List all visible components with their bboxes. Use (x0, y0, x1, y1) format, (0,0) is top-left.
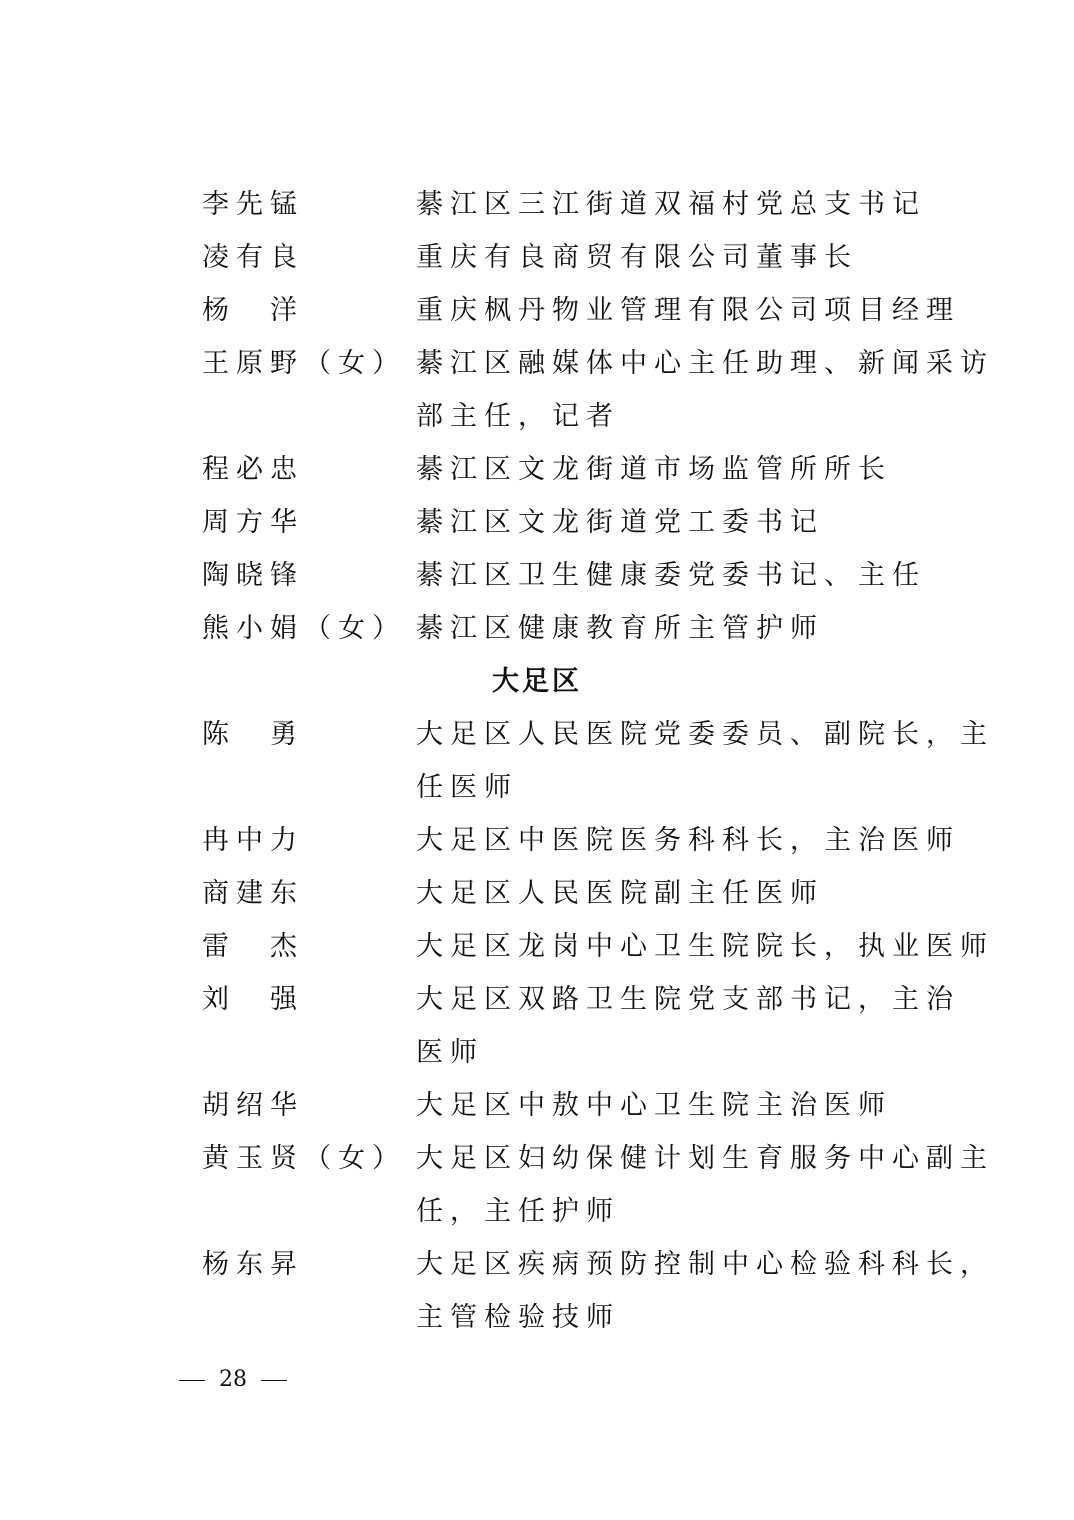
title-line: 主管检验技师 (416, 1302, 620, 1333)
title-line: 大足区妇幼保健计划生育服务中心副主 (416, 1143, 994, 1174)
person-name: 刘 强 (202, 984, 304, 1015)
title-line: 任，主任护师 (416, 1196, 620, 1227)
section-heading: 大足区 (492, 666, 582, 697)
title-line: 任医师 (416, 772, 518, 803)
title-line: 大足区中敖中心卫生院主治医师 (416, 1090, 892, 1121)
page-number: 28 (219, 1367, 247, 1392)
person-title (416, 867, 946, 920)
person-name: 陈 勇 (202, 719, 304, 750)
title-line: 大足区双路卫生院党支部书记，主治 (416, 984, 960, 1015)
page-footer (165, 1360, 301, 1400)
person-name: 雷 杰 (202, 931, 304, 962)
person-title (416, 1079, 946, 1132)
footer-dash-left (179, 1380, 205, 1381)
title-line: 大足区人民医院副主任医师 (416, 878, 824, 909)
person-title (416, 231, 946, 284)
person-title (416, 814, 960, 867)
person-name: 杨东昇 (202, 1249, 304, 1280)
person-title (416, 284, 960, 337)
person-title (416, 496, 946, 549)
person-title (416, 443, 946, 496)
title-line: 大足区疾病预防控制中心检验科科长， (416, 1249, 994, 1280)
person-name: 王原野（女） (202, 348, 406, 379)
person-title (416, 708, 994, 814)
person-title (416, 602, 946, 655)
person-title (416, 178, 946, 231)
person-name: 胡绍华 (202, 1090, 304, 1121)
person-name: 周方华 (202, 507, 304, 538)
person-name: 黄玉贤（女） (202, 1143, 406, 1174)
title-line: 綦江区文龙街道党工委书记 (416, 507, 824, 538)
title-line: 大足区人民医院党委委员、副院长，主 (416, 719, 994, 750)
person-name: 程必忠 (202, 454, 304, 485)
title-line: 部主任，记者 (416, 401, 620, 432)
footer-dash-right (261, 1380, 287, 1381)
title-line: 重庆枫丹物业管理有限公司项目经理 (416, 295, 960, 326)
title-line: 綦江区融媒体中心主任助理、新闻采访 (416, 348, 994, 379)
person-name: 凌有良 (202, 242, 304, 273)
person-title (416, 973, 960, 1079)
person-title (416, 1132, 994, 1238)
person-name: 熊小娟（女） (202, 613, 406, 644)
person-name: 杨 洋 (202, 295, 304, 326)
person-title (416, 1238, 994, 1344)
person-title (416, 549, 946, 602)
person-name: 李先锰 (202, 189, 304, 220)
title-line: 綦江区文龙街道市场监管所所长 (416, 454, 892, 485)
title-line: 綦江区健康教育所主管护师 (416, 613, 824, 644)
person-title (416, 920, 994, 973)
title-line: 綦江区卫生健康委党委书记、主任 (416, 560, 926, 591)
title-line: 重庆有良商贸有限公司董事长 (416, 242, 858, 273)
person-name: 陶晓锋 (202, 560, 304, 591)
person-name: 冉中力 (202, 825, 304, 856)
person-name: 商建东 (202, 878, 304, 909)
title-line: 綦江区三江街道双福村党总支书记 (416, 189, 926, 220)
title-line: 大足区中医院医务科科长，主治医师 (416, 825, 960, 856)
title-line: 医师 (416, 1037, 484, 1068)
title-line: 大足区龙岗中心卫生院院长，执业医师 (416, 931, 994, 962)
person-title (416, 337, 994, 443)
